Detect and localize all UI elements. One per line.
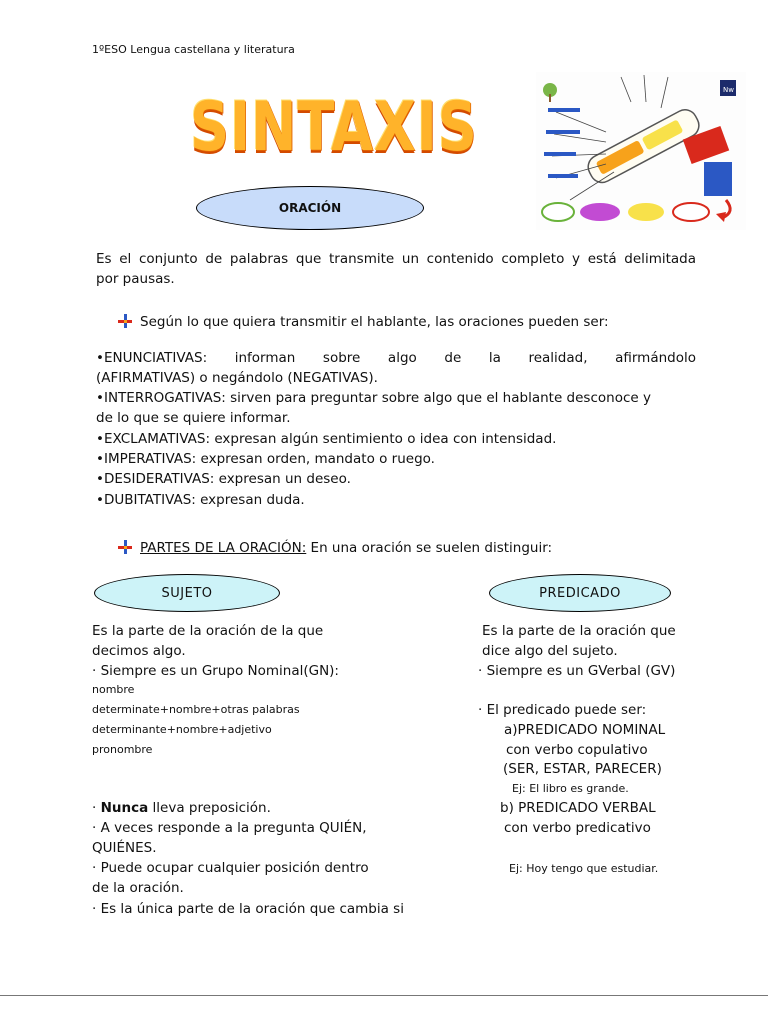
predicado-heading: PREDICADO [489,574,671,612]
definition-line-2: por pausas. [96,271,175,287]
predicado-line: · El predicado puede ser: [478,702,647,718]
tipo-desiderativas: •DESIDERATIVAS: expresan un deseo. [96,471,351,487]
predicado-line: · Siempre es un GVerbal (GV) [478,663,676,679]
partes-heading [118,538,552,558]
predicado-example-2: Ej: Hoy tengo que estudiar. [509,862,659,875]
bubble-red [673,203,709,221]
predicado-line: con verbo copulativo [506,742,648,758]
sujeto-line: · Es la única parte de la oración que cambia si [92,901,404,917]
tipo-enunciativas-1: •ENUNCIATIVAS: informan sobre algo de la realidad, afirmándolo [96,350,696,366]
page-bottom-divider [0,995,768,996]
tipo-interrogativas-1: •INTERROGATIVAS: sirven para preguntar sobre algo que el hablante desconoce y [96,390,651,406]
tipo-interrogativas-2: de lo que se quiere informar. [96,410,291,426]
predicado-line: (SER, ESTAR, PARECER) [503,761,662,777]
bullet-arrow-icon [118,314,132,328]
bubble-yellow [628,203,664,221]
blue-note-box [704,162,732,196]
predicado-line: a)PREDICADO NOMINAL [504,722,666,738]
sujeto-line: Es la parte de la oración de la que [92,623,324,639]
tipo-exclamativas: •EXCLAMATIVAS: expresan algún sentimiento o idea con intensidad. [96,431,557,447]
predicado-example-1: Ej: El libro es grande. [512,782,629,795]
predicado-line: b) PREDICADO VERBAL [500,800,656,816]
bubble-purple [580,203,620,221]
tipo-dubitativas: •DUBITATIVAS: expresan duda. [96,492,305,508]
sujeto-line: · A veces responde a la pregunta QUIÉN, [92,820,367,836]
oracion-heading: ORACIÓN [196,186,424,230]
sujeto-line: decimos algo. [92,643,186,659]
sujeto-line: determinate+nombre+otras palabras [92,703,300,716]
tipos-intro [118,312,609,332]
sujeto-line: determinante+nombre+adjetivo [92,723,272,736]
tipos-intro-text: Según lo que quiera transmitir el hablante, las oraciones pueden ser: [140,314,609,330]
sujeto-line: QUIÉNES. [92,840,157,856]
tipo-imperativas: •IMPERATIVAS: expresan orden, mandato o ruego. [96,451,435,467]
definition-line-1: Es el conjunto de palabras que transmite un contenido completo y está delimitada [96,251,696,267]
predicado-line: dice algo del sujeto. [482,643,618,659]
tipo-enunciativas-2: (AFIRMATIVAS) o negándolo (NEGATIVAS). [96,370,378,386]
partes-rest: En una oración se suelen distinguir: [306,540,553,556]
sujeto-line: nombre [92,683,135,696]
sujeto-nunca: · Nunca lleva preposición. [92,800,271,816]
sujeto-line: de la oración. [92,880,184,896]
svg-text:Nw: Nw [723,86,734,94]
sujeto-line: pronombre [92,743,153,756]
mind-map-illustration [536,72,746,230]
partes-label: PARTES DE LA ORACIÓN: [140,540,307,556]
document-header: 1ºESO Lengua castellana y literatura [92,43,295,56]
sujeto-heading: SUJETO [94,574,280,612]
sujeto-line: · Siempre es un Grupo Nominal(GN): [92,663,339,679]
bubble-green [542,203,574,221]
bullet-arrow-icon [118,540,132,554]
page-title: SINTAXIS [190,88,478,167]
sujeto-line: · Puede ocupar cualquier posición dentro [92,860,369,876]
predicado-line: Es la parte de la oración que [482,623,676,639]
predicado-line: con verbo predicativo [504,820,651,836]
